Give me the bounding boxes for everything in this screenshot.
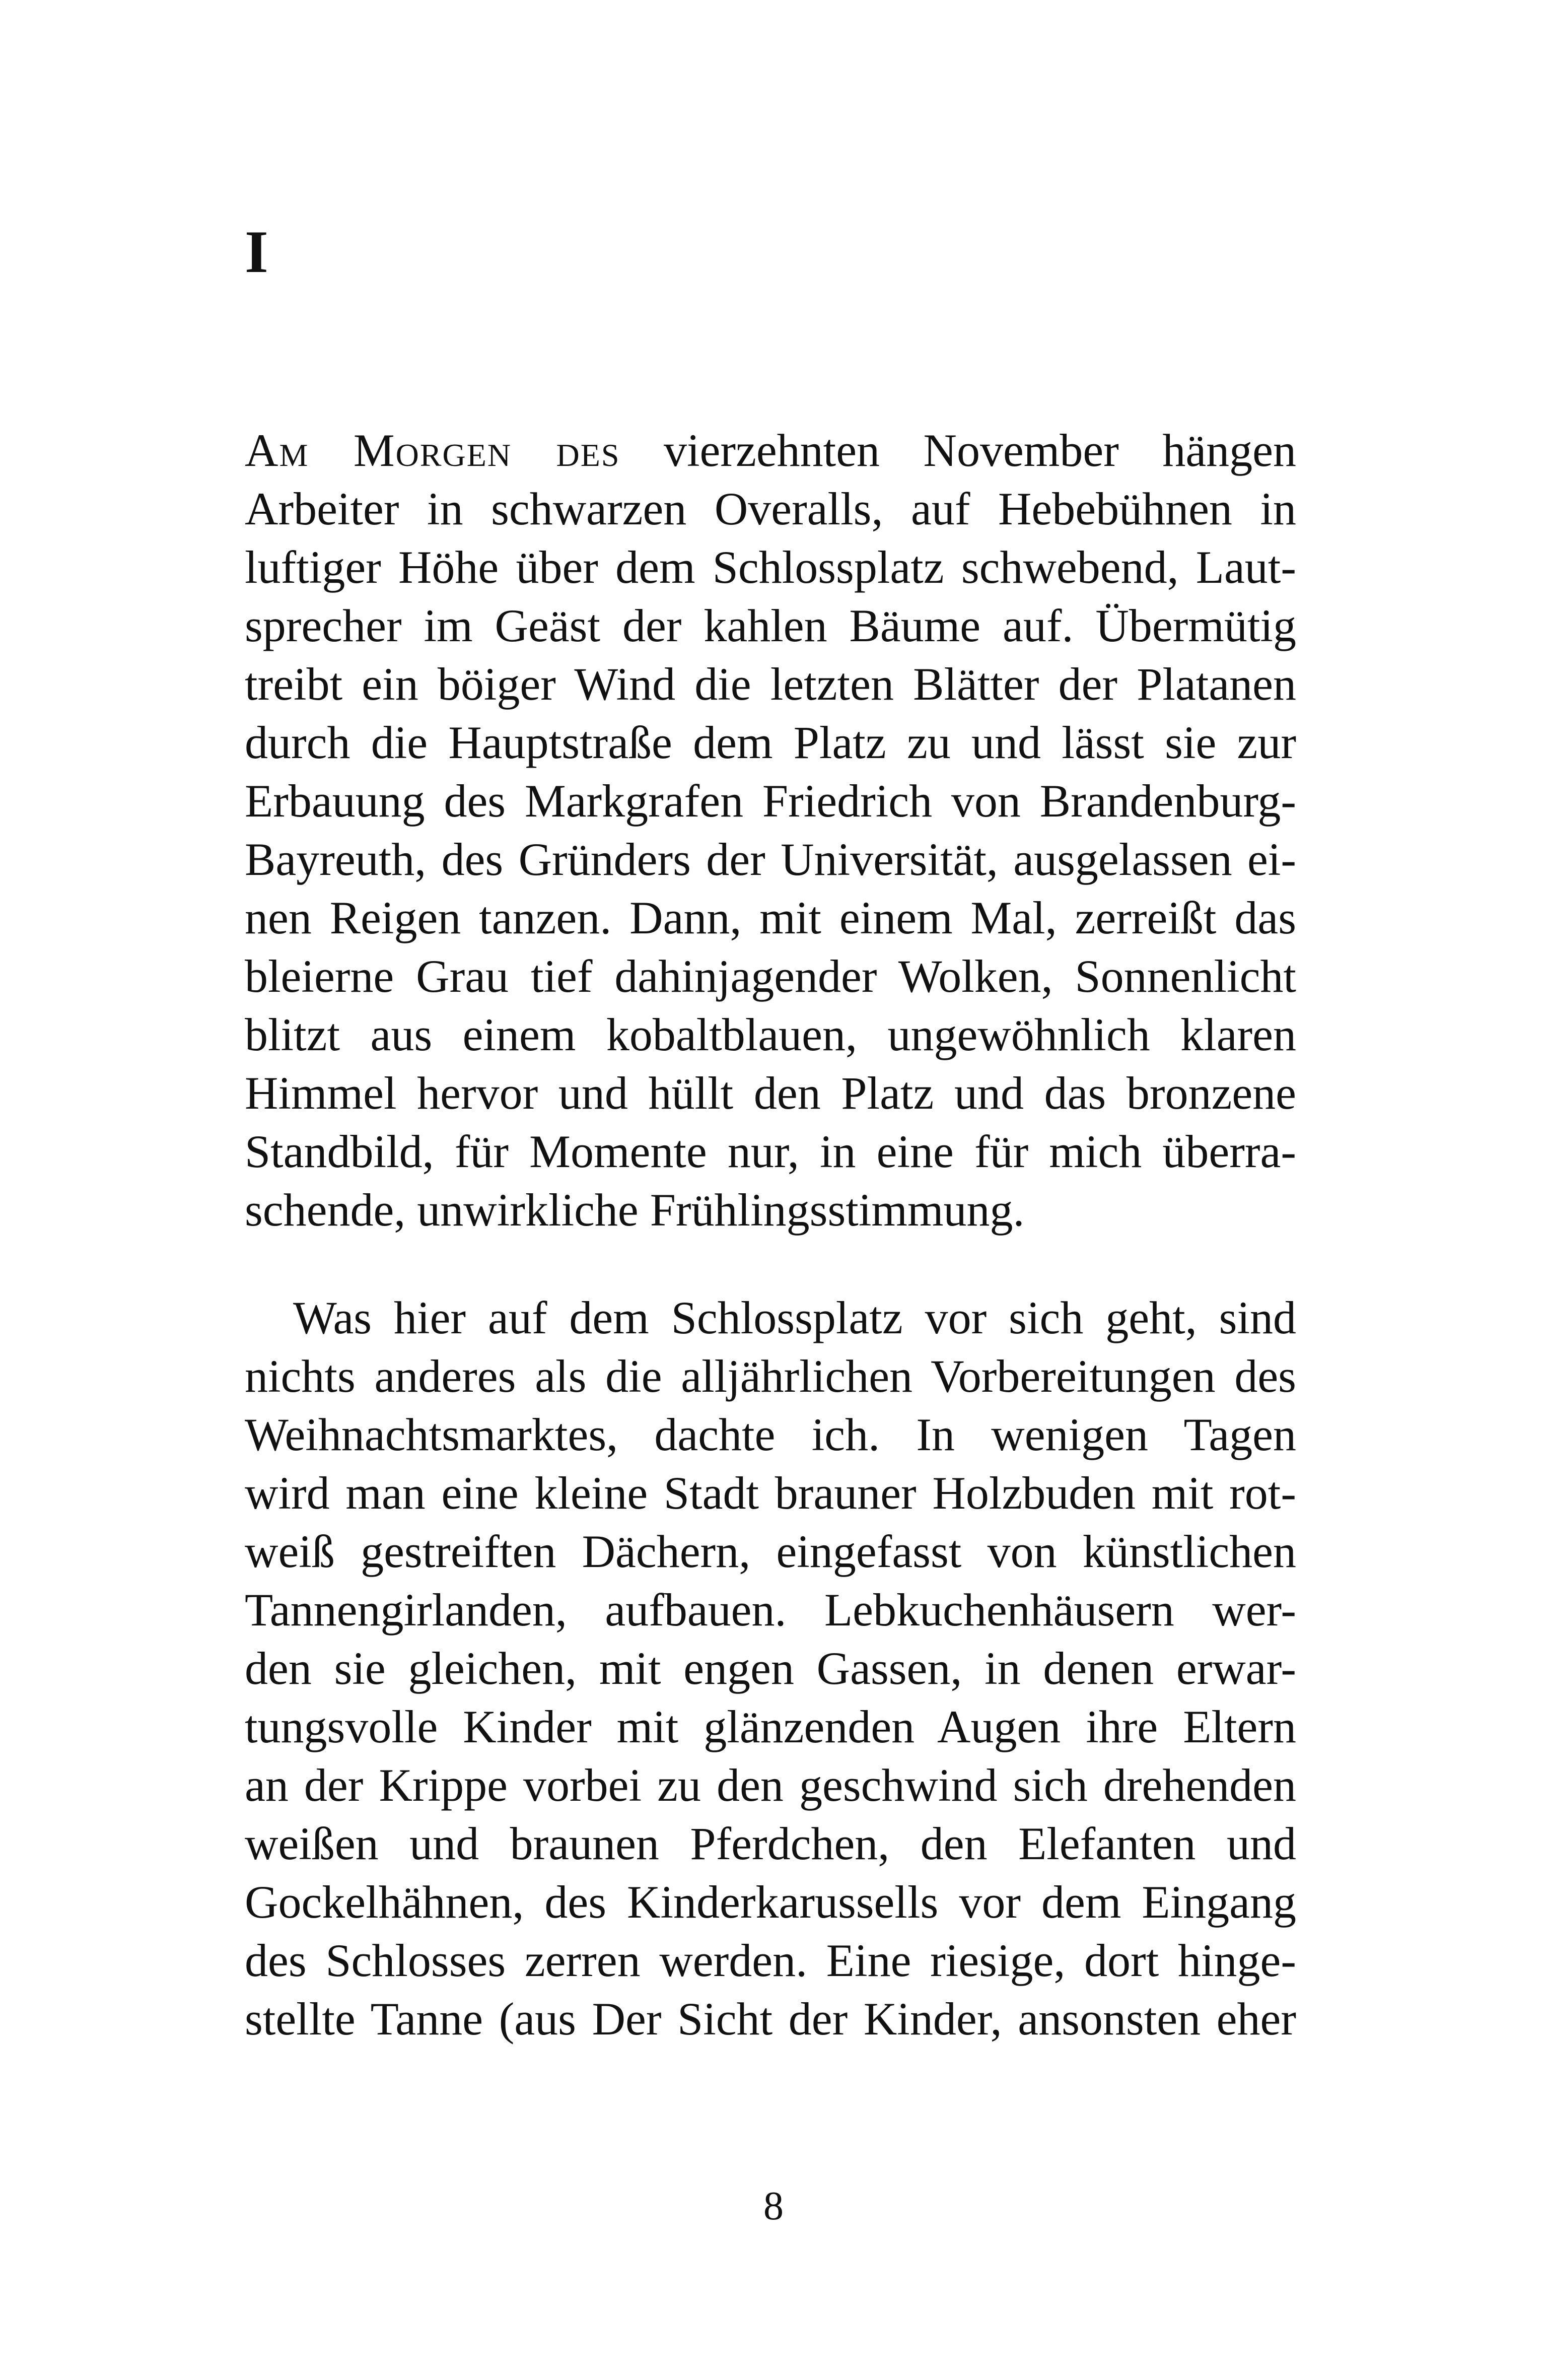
text-line: Bayreuth, des Gründers der Universität, ausgelassen ei- [245,834,1296,885]
text-line: Was hier auf dem Schlossplatz vor sich geht, sind [293,1292,1296,1343]
paragraph-2 [245,1288,1296,2048]
text-line: nichts anderes als die alljährlichen Vorbereitungen des [245,1350,1296,1402]
text-line: treibt ein böiger Wind die letzten Blätter der Platanen [245,658,1296,710]
page-number: 8 [763,2184,784,2228]
text-line: weiß gestreiften Dächern, eingefasst von künstlichen [245,1526,1296,1577]
text-line: Weihnachtsmarktes, dachte ich. In wenigen Tagen [245,1409,1296,1460]
text-line: Erbauung des Markgrafen Friedrich von Brandenburg- [245,775,1296,827]
text-line: Tannengirlanden, aufbauen. Lebkuchenhäusern wer- [245,1584,1296,1636]
text-line: tungsvolle Kinder mit glänzenden Augen ihre Eltern [245,1701,1296,1752]
text-line: blitzt aus einem kobaltblauen, ungewöhnlich klaren [245,1009,1296,1060]
text-line: Standbild, für Momente nur, in eine für mich überra- [245,1126,1296,1177]
text-line: sprecher im Geäst der kahlen Bäume auf. Übermütig [245,600,1296,651]
text-line: des Schlosses zerren werden. Eine riesige, dort hinge- [245,1935,1296,1986]
text-line: schende, unwirkliche Frühlingsstimmung. [245,1184,1025,1236]
text-line: bleierne Grau tief dahinjagender Wolken, Sonnenlicht [245,950,1296,1002]
text-line: Arbeiter in schwarzen Overalls, auf Hebebühnen in [245,483,1296,534]
text-line: luftiger Höhe über dem Schlossplatz schwebend, Laut- [245,541,1296,593]
text-line-rest: vierzehnten November hängen [620,425,1296,476]
paragraph-1 [245,421,1296,1239]
text-line: stellte Tanne (aus Der Sicht der Kinder, ansonsten eher [245,1993,1296,2045]
text-line: an der Krippe vorbei zu den geschwind sich drehenden [245,1759,1296,1811]
chapter-number: I [245,218,268,285]
opening-small-caps: Am Morgen des [245,425,620,476]
text-line: wird man eine kleine Stadt brauner Holzbuden mit rot- [245,1467,1296,1519]
text-line: Gockelhähnen, des Kinderkarussells vor dem Eingang [245,1876,1296,1928]
text-line [245,421,1296,480]
text-line: Himmel hervor und hüllt den Platz und das bronzene [245,1067,1296,1119]
text-line: durch die Hauptstraße dem Platz zu und lässt sie zur [245,717,1296,768]
text-line: nen Reigen tanzen. Dann, mit einem Mal, zerreißt das [245,892,1296,943]
text-line: weißen und braunen Pferdchen, den Elefanten und [245,1818,1296,1869]
text-line: den sie gleichen, mit engen Gassen, in denen erwar- [245,1643,1296,1694]
